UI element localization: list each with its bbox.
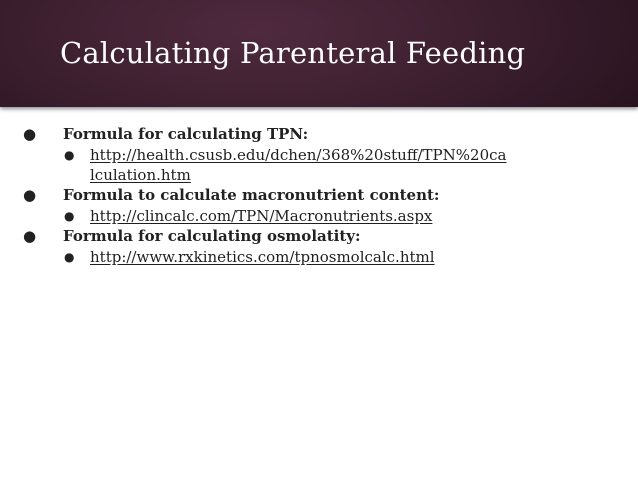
- sub-bullet-icon: ●: [64, 148, 75, 162]
- bullet-icon: ●: [23, 186, 37, 204]
- sub-item-osmolality-link: [0, 247, 638, 267]
- sub-item-tpn-link: [0, 145, 638, 185]
- slide-title: Calculating Parenteral Feeding: [60, 36, 526, 70]
- sub-bullet-icon: ●: [64, 250, 75, 264]
- bullet-icon: ●: [23, 227, 37, 245]
- sub-item-macronutrient-link: [0, 206, 638, 226]
- bullet-label: Formula for calculating TPN:: [63, 125, 309, 143]
- title-bar: [0, 0, 638, 107]
- sub-bullet-icon: ●: [64, 209, 75, 223]
- bullet-icon: ●: [23, 125, 37, 143]
- bullet-item-osmolality: [0, 226, 638, 247]
- bullet-item-macronutrient: [0, 185, 638, 206]
- bullet-list: [0, 124, 638, 267]
- macronutrients-link[interactable]: http://clincalc.com/TPN/Macronutrients.aspx: [90, 207, 433, 225]
- bullet-label: Formula to calculate macronutrient content:: [63, 186, 440, 204]
- bullet-label: Formula for calculating osmolatity:: [63, 227, 361, 245]
- osmolality-calc-link[interactable]: http://www.rxkinetics.com/tpnosmolcalc.html: [90, 248, 435, 266]
- tpn-calculation-link[interactable]: http://health.csusb.edu/dchen/368%20stuff/TPN%20calculation.htm: [90, 146, 507, 184]
- bullet-item-tpn: [0, 124, 638, 145]
